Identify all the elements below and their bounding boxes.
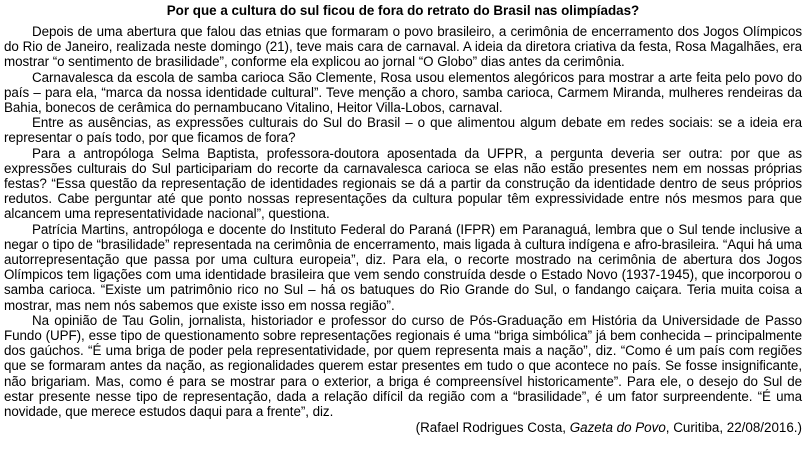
article-paragraph-5: Patrícia Martins, antropóloga e docente do Instituto Federal do Paraná (IFPR) em Paranaguá, lembra que o Sul tende inclusive a negar o tipo de “brasilidade” representada na cerimônia de encerramento, mais ligada à cultura indígena e afro-brasileira. “Aqui há uma autorrepresentação que passa por uma cultura europeia”, diz. Para ela, o recorte mostrado na cerimônia de abertura dos Jogos Olímpicos tem ligações com uma identidade brasileira que vem sendo construída desde o Estado Novo (1937-1945), que incorporou o samba carioca. “Existe um patrimônio rico no Sul – há os batuques do Rio Grande do Sul, o fandango caiçara. Teria muita coisa a mostrar, mas nem nós sabemos que existe isso em nossa região”. bbox=[4, 221, 802, 313]
source-details: , Curitiba, 22/08/2016.) bbox=[665, 420, 802, 436]
article-paragraph-3: Entre as ausências, as expressões culturais do Sul do Brasil – o que alimentou algum debate em redes sociais: se a ideia era representar o país todo, por que ficamos de fora? bbox=[4, 115, 802, 146]
article-paragraph-6: Na opinião de Tau Golin, jornalista, historiador e professor do curso de Pós-Graduação em História da Universidade de Passo Fundo (UPF), esse tipo de questionamento sobre representações regionais é uma “briga simbólica” já bem conhecida – principalmente dos gaúchos. “É uma briga de poder pela representatividade, por quem representa mais a nação”, diz. “Como é um país com regiões que se formaram antes da nação, as regionalidades querem estar presentes em tudo o que acontece no país. Se fosse insignificante, não brigariam. Mas, como é para se mostrar para o exterior, a briga é compreensível historicamente”. Para ele, o desejo do Sul de estar presente nesse tipo de representação, dada a relação difícil da região com a “brasilidade”, é um fator surpreendente. “É uma novidade, que merece estudos daqui para a frente”, diz. bbox=[4, 312, 802, 420]
article-paragraph-4: Para a antropóloga Selma Baptista, professora-doutora aposentada da UFPR, a pergunta deveria ser outra: por que as expressões culturais do Sul participariam do recorte da carnavalesca carioca se elas não estão presentes nem em nossas próprias festas? “Essa questão da representação de identidades regionais se dá a partir da construção da identidade dentro de seus próprios redutos. Cabe perguntar até que ponto nossas representações da cultura popular têm expressividade entre nós mesmos para que alcancem uma representatividade nacional”, questiona. bbox=[4, 145, 802, 222]
source-publication: Gazeta do Povo bbox=[569, 420, 666, 436]
article-paragraph-2: Carnavalesca da escola de samba carioca São Clemente, Rosa usou elementos alegóricos para mostrar a arte feita pelo povo do país – para ela, “marca da nossa identidade cultural”. Teve menção a choro, samba carioca, Carmem Miranda, mulheres rendeiras da Bahia, bonecos de cerâmica do pernambucano Vitalino, Heitor Villa-Lobos, carnaval. bbox=[4, 69, 802, 116]
article-source bbox=[4, 420, 802, 435]
source-author: (Rafael Rodrigues Costa, bbox=[415, 420, 570, 436]
article-paragraph-1: Depois de uma abertura que falou das etnias que formaram o povo brasileiro, a cerimônia de encerramento dos Jogos Olímpicos do Rio de Janeiro, realizada neste domingo (21), teve mais cara de carnaval. A ideia da diretora criativa da festa, Rosa Magalhães, era mostrar “o sentimento de brasilidade”, conforme ela explicou ao jornal “O Globo” dias antes da cerimônia. bbox=[4, 24, 802, 70]
article-title: Por que a cultura do sul ficou de fora do retrato do Brasil nas olimpíadas? bbox=[166, 3, 640, 18]
